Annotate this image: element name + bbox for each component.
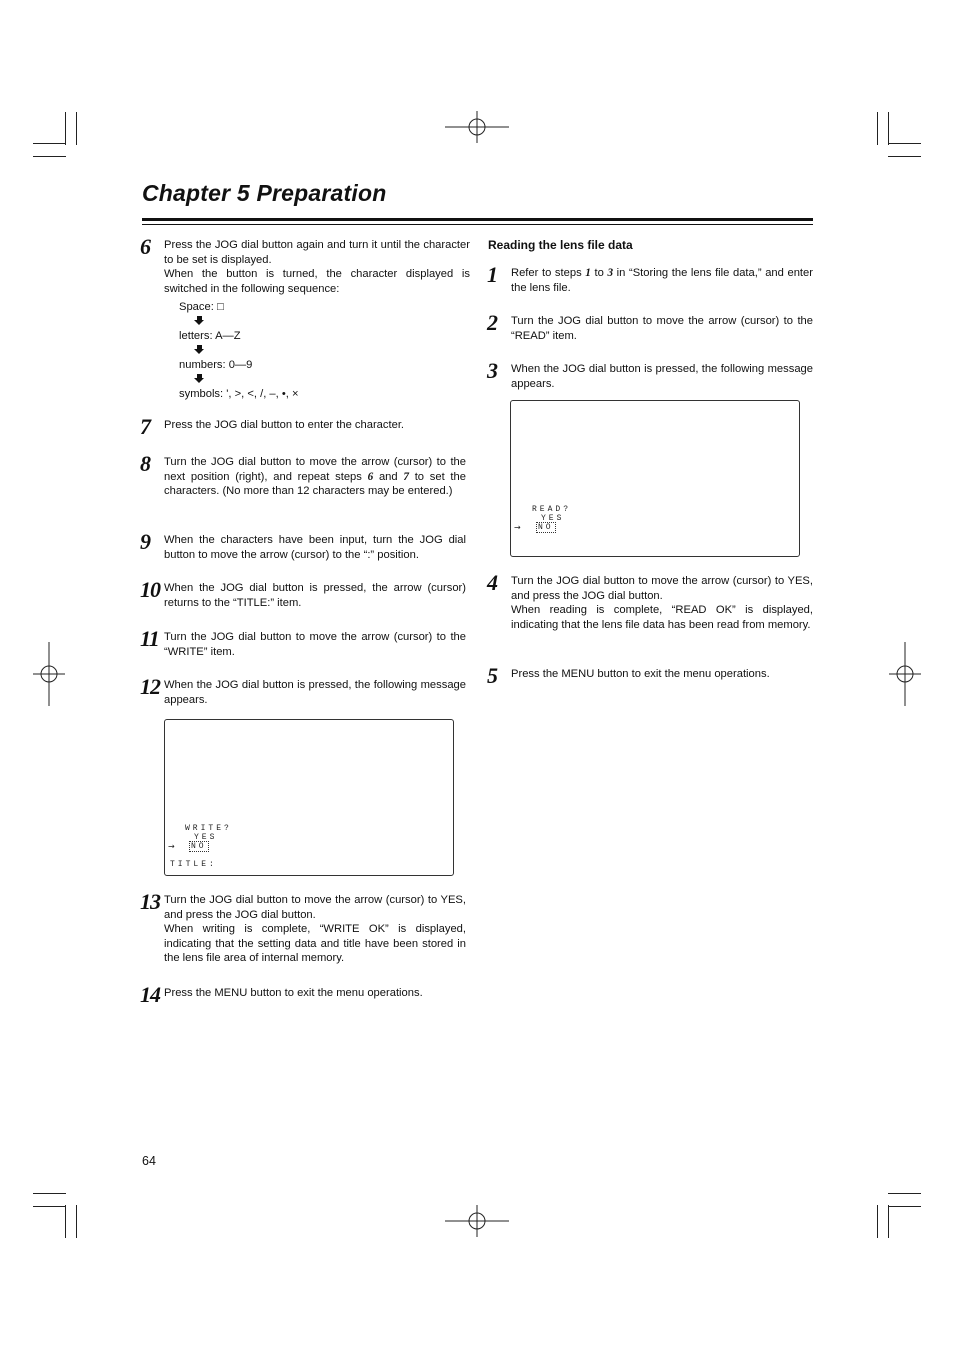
step-number: 14 bbox=[140, 982, 160, 1007]
step-text: When the button is turned, the character displayed is switched in the following sequence: bbox=[164, 268, 470, 295]
step-text-part: to set the characters. (No more than 12 characters may be entered.) bbox=[164, 470, 466, 497]
sequence-item: Space: □ bbox=[179, 301, 224, 313]
read-step-1 bbox=[487, 262, 813, 295]
header-rule-thin bbox=[142, 224, 813, 225]
step-number: 4 bbox=[487, 570, 497, 595]
step-number: 5 bbox=[487, 663, 497, 688]
step-text: When the characters have been input, turn the JOG dial button to move the arrow (cursor) to the “:” position. bbox=[164, 534, 466, 561]
step-number: 11 bbox=[140, 626, 159, 651]
read-step-3 bbox=[487, 358, 813, 391]
chapter-title: Chapter 5 Preparation bbox=[142, 180, 387, 206]
step-number: 3 bbox=[487, 358, 497, 383]
sequence-item: numbers: 0—9 bbox=[179, 359, 253, 371]
step-ref: 6 bbox=[367, 470, 374, 483]
step-ref: 1 bbox=[585, 267, 591, 279]
step-number: 10 bbox=[140, 577, 160, 602]
write-message-screen bbox=[164, 719, 454, 876]
step-number: 8 bbox=[140, 451, 150, 476]
step-text: Press the JOG dial button again and turn it until the character to be set is displayed. bbox=[164, 239, 470, 266]
page-number: 64 bbox=[142, 1154, 156, 1168]
step-text: When the JOG dial button is pressed, the following message appears. bbox=[164, 679, 466, 706]
step-13 bbox=[140, 889, 466, 966]
step-text bbox=[511, 266, 813, 295]
step-text bbox=[164, 455, 466, 499]
step-11 bbox=[140, 626, 466, 659]
cursor-arrow-icon: → bbox=[514, 523, 524, 532]
read-step-4 bbox=[487, 570, 813, 632]
step-9 bbox=[140, 529, 466, 562]
step-7 bbox=[140, 414, 470, 439]
down-arrow-icon bbox=[194, 372, 206, 387]
down-arrow-icon bbox=[194, 343, 206, 358]
step-text-part: in “Storing the lens file data,” and enter the lens file. bbox=[511, 267, 813, 294]
step-14 bbox=[140, 982, 470, 1007]
step-text: When writing is complete, “WRITE OK” is displayed, indicating that the setting data and title have been stored in the lens file area of internal memory. bbox=[164, 923, 466, 964]
down-arrow-icon bbox=[194, 314, 206, 329]
screen-no-option: NO bbox=[538, 523, 554, 532]
step-text: Turn the JOG dial button to move the arrow (cursor) to the “READ” item. bbox=[511, 315, 813, 342]
sequence-item: letters: A—Z bbox=[179, 330, 241, 342]
screen-yes-option: YES bbox=[194, 833, 218, 842]
step-text: Turn the JOG dial button to move the arrow (cursor) to YES, and press the JOG dial button. bbox=[164, 894, 466, 921]
step-text: Turn the JOG dial button to move the arrow (cursor) to YES, and press the JOG dial button. bbox=[511, 575, 813, 602]
screen-no-option: NO bbox=[191, 842, 207, 851]
screen-title-item: TITLE: bbox=[170, 860, 217, 869]
cursor-arrow-icon: → bbox=[168, 842, 178, 851]
step-text: When the JOG dial button is pressed, the arrow (cursor) returns to the “TITLE:” item. bbox=[164, 582, 466, 609]
step-text: When the JOG dial button is pressed, the following message appears. bbox=[511, 363, 813, 390]
step-number: 7 bbox=[140, 414, 150, 439]
header-rule bbox=[142, 218, 813, 221]
step-6 bbox=[140, 234, 470, 401]
read-message-screen bbox=[510, 400, 800, 557]
step-10 bbox=[140, 577, 466, 610]
registration-mark-right bbox=[889, 642, 921, 706]
step-number: 6 bbox=[140, 234, 150, 259]
step-8 bbox=[140, 451, 466, 499]
step-ref: 7 bbox=[403, 470, 409, 483]
section-heading: Reading the lens file data bbox=[488, 238, 633, 252]
step-12 bbox=[140, 674, 466, 707]
registration-mark-bottom bbox=[445, 1205, 509, 1237]
step-text: Press the JOG dial button to enter the character. bbox=[164, 419, 405, 431]
step-text: When reading is complete, “READ OK” is displayed, indicating that the lens file data has been read from memory. bbox=[511, 604, 813, 631]
step-number: 9 bbox=[140, 529, 150, 554]
screen-write-prompt: WRITE? bbox=[185, 824, 232, 833]
step-number: 13 bbox=[140, 889, 160, 914]
character-sequence bbox=[179, 300, 470, 401]
registration-mark-top bbox=[445, 111, 509, 143]
step-number: 1 bbox=[487, 262, 497, 287]
step-text: Turn the JOG dial button to move the arrow (cursor) to the “WRITE” item. bbox=[164, 631, 466, 658]
step-text-part: Refer to steps bbox=[511, 267, 586, 279]
sequence-item: symbols: ', >, <, /, –, •, × bbox=[179, 388, 299, 400]
step-text-part: Turn the JOG dial button to move the arrow (cursor) to the next position (right), and repeat steps bbox=[164, 456, 466, 483]
read-step-2 bbox=[487, 310, 813, 343]
step-text-part: and bbox=[373, 470, 404, 483]
step-ref: 3 bbox=[607, 267, 614, 279]
screen-read-prompt: READ? bbox=[532, 505, 572, 514]
step-text: Press the MENU button to exit the menu operations. bbox=[511, 668, 770, 680]
read-step-5 bbox=[487, 663, 817, 688]
step-number: 2 bbox=[487, 310, 497, 335]
step-text: Press the MENU button to exit the menu operations. bbox=[164, 987, 423, 999]
step-text-part: to bbox=[590, 267, 608, 279]
screen-yes-option: YES bbox=[541, 514, 565, 523]
registration-mark-left bbox=[33, 642, 65, 706]
step-number: 12 bbox=[140, 674, 160, 699]
